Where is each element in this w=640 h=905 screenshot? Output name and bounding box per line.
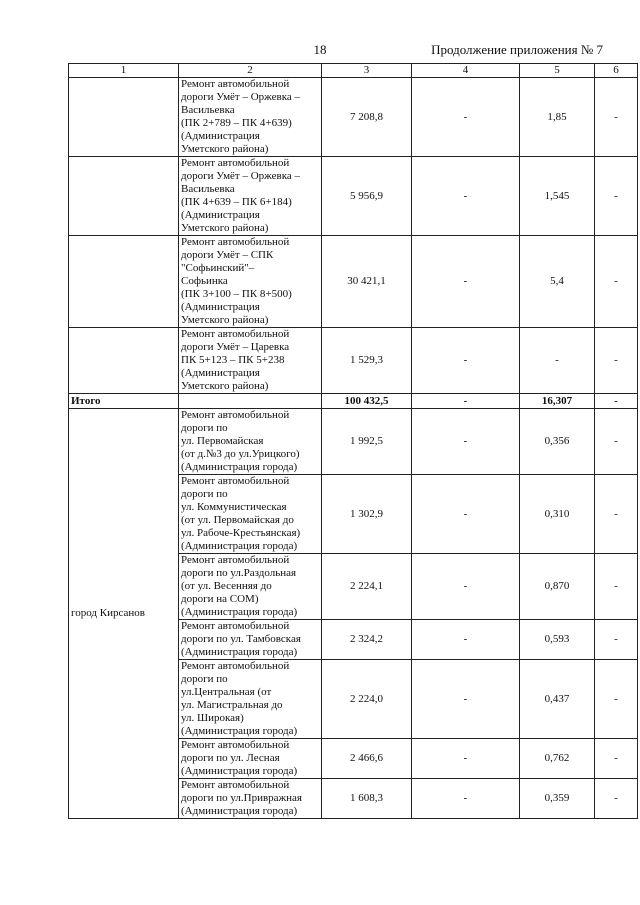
road-description bbox=[179, 328, 322, 394]
length-cell: 0,437 bbox=[520, 660, 595, 739]
road-description-line: Ремонт автомобильной bbox=[181, 554, 290, 566]
road-description-line: Ремонт автомобильной bbox=[181, 620, 290, 632]
cost-cell: 100 432,5 bbox=[322, 394, 412, 409]
cost-cell: 1 302,9 bbox=[322, 475, 412, 554]
road-description-line: (Администрация города) bbox=[181, 805, 298, 817]
road-description bbox=[179, 739, 322, 779]
column-4-cell: - bbox=[412, 779, 520, 819]
cost-cell: 7 208,8 bbox=[322, 78, 412, 157]
length-cell: 16,307 bbox=[520, 394, 595, 409]
road-description-line: дороги по bbox=[181, 422, 228, 434]
road-description-line: дороги по bbox=[181, 488, 228, 500]
road-description bbox=[179, 660, 322, 739]
municipality-cell bbox=[69, 236, 179, 328]
continuation-note: Продолжение приложения № 7 bbox=[431, 42, 603, 57]
road-description-line: Ремонт автомобильной bbox=[181, 157, 290, 169]
column-4-cell: - bbox=[412, 78, 520, 157]
length-cell: 0,356 bbox=[520, 409, 595, 475]
road-description-line: (Администрация города) bbox=[181, 606, 298, 618]
column-number: 1 bbox=[69, 64, 179, 78]
column-4-cell: - bbox=[412, 660, 520, 739]
road-description-line: дороги по bbox=[181, 673, 228, 685]
road-description bbox=[179, 475, 322, 554]
road-description-line: ул. Рабоче-Крестьянская) bbox=[181, 527, 301, 539]
cost-cell: 1 992,5 bbox=[322, 409, 412, 475]
table-row bbox=[69, 328, 638, 394]
road-description-line: Васильевка bbox=[181, 183, 235, 195]
column-6-cell: - bbox=[595, 620, 638, 660]
road-description-line: дороги по ул. Лесная bbox=[181, 752, 280, 764]
road-description bbox=[179, 409, 322, 475]
cost-cell: 2 224,0 bbox=[322, 660, 412, 739]
cost-cell: 1 608,3 bbox=[322, 779, 412, 819]
road-description-line: (Администрация города) bbox=[181, 646, 298, 658]
column-number: 6 bbox=[595, 64, 638, 78]
road-description bbox=[179, 620, 322, 660]
table-row bbox=[69, 78, 638, 157]
road-description-line: дороги по ул. Тамбовская bbox=[181, 633, 301, 645]
roads-table-body bbox=[69, 64, 638, 819]
length-cell: - bbox=[520, 328, 595, 394]
length-cell: 0,310 bbox=[520, 475, 595, 554]
column-6-cell: - bbox=[595, 554, 638, 620]
road-description-line: "Софьинский"– bbox=[181, 262, 255, 274]
table-row bbox=[69, 236, 638, 328]
road-description-line: (ПК 2+789 – ПК 4+639) bbox=[181, 117, 292, 129]
road-description-line: (ПК 4+639 – ПК 6+184) bbox=[181, 196, 292, 208]
column-6-cell: - bbox=[595, 328, 638, 394]
road-description-line: дороги по ул.Раздольная bbox=[181, 567, 297, 579]
road-description bbox=[179, 157, 322, 236]
road-description-line: ПК 5+123 – ПК 5+238 bbox=[181, 354, 285, 366]
column-number: 5 bbox=[520, 64, 595, 78]
road-description-line: (ПК 3+100 – ПК 8+500) bbox=[181, 288, 292, 300]
road-description-line: (от д.№3 до ул.Урицкого) bbox=[181, 448, 300, 460]
column-4-cell: - bbox=[412, 328, 520, 394]
road-description-line: дороги на СОМ) bbox=[181, 593, 259, 605]
road-description-line: дороги Умёт – Оржевка – bbox=[181, 91, 301, 103]
road-description-line: (Администрация города) bbox=[181, 725, 298, 737]
column-4-cell: - bbox=[412, 157, 520, 236]
road-description-line: ул. Широкая) bbox=[181, 712, 244, 724]
municipality-cell bbox=[69, 157, 179, 236]
column-4-cell: - bbox=[412, 236, 520, 328]
total-description-cell bbox=[179, 394, 322, 409]
road-description-line: (от ул. Весенняя до bbox=[181, 580, 272, 592]
road-description-line: (Администрация bbox=[181, 209, 260, 221]
cost-cell: 30 421,1 bbox=[322, 236, 412, 328]
road-description bbox=[179, 236, 322, 328]
total-row bbox=[69, 394, 638, 409]
road-description-line: Ремонт автомобильной bbox=[181, 660, 290, 672]
column-6-cell: - bbox=[595, 409, 638, 475]
road-description-line: Ремонт автомобильной bbox=[181, 409, 290, 421]
road-description-line: Ремонт автомобильной bbox=[181, 475, 290, 487]
column-4-cell: - bbox=[412, 394, 520, 409]
table-row bbox=[69, 409, 638, 475]
cost-cell: 2 324,2 bbox=[322, 620, 412, 660]
road-description-line: (Администрация города) bbox=[181, 461, 298, 473]
municipality-cell: город Кирсанов bbox=[69, 409, 179, 819]
column-number: 4 bbox=[412, 64, 520, 78]
road-description-line: Ремонт автомобильной bbox=[181, 236, 290, 248]
road-description-line: Ремонт автомобильной bbox=[181, 739, 290, 751]
column-number-row bbox=[69, 64, 638, 78]
column-6-cell: - bbox=[595, 78, 638, 157]
road-description-line: Софьинка bbox=[181, 275, 228, 287]
road-description-line: Уметского района) bbox=[181, 380, 269, 392]
page-number: 18 bbox=[313, 42, 327, 57]
road-description-line: ул. Коммунистическая bbox=[181, 501, 287, 513]
column-6-cell: - bbox=[595, 394, 638, 409]
length-cell: 0,359 bbox=[520, 779, 595, 819]
cost-cell: 2 224,1 bbox=[322, 554, 412, 620]
municipality-cell bbox=[69, 78, 179, 157]
road-description-line: Уметского района) bbox=[181, 143, 269, 155]
road-description-line: (Администрация bbox=[181, 130, 260, 142]
column-6-cell: - bbox=[595, 475, 638, 554]
length-cell: 1,545 bbox=[520, 157, 595, 236]
road-description-line: (Администрация города) bbox=[181, 540, 298, 552]
road-description-line: ул. Первомайская bbox=[181, 435, 264, 447]
road-description-line: (Администрация bbox=[181, 367, 260, 379]
length-cell: 5,4 bbox=[520, 236, 595, 328]
column-4-cell: - bbox=[412, 554, 520, 620]
road-description bbox=[179, 78, 322, 157]
length-cell: 0,762 bbox=[520, 739, 595, 779]
table-row bbox=[69, 157, 638, 236]
length-cell: 1,85 bbox=[520, 78, 595, 157]
column-4-cell: - bbox=[412, 409, 520, 475]
municipality-cell bbox=[69, 328, 179, 394]
road-description-line: (Администрация bbox=[181, 301, 260, 313]
road-description-line: Васильевка bbox=[181, 104, 235, 116]
length-cell: 0,870 bbox=[520, 554, 595, 620]
cost-cell: 1 529,3 bbox=[322, 328, 412, 394]
road-description-line: (от ул. Первомайская до bbox=[181, 514, 294, 526]
road-description-line: (Администрация города) bbox=[181, 765, 298, 777]
length-cell: 0,593 bbox=[520, 620, 595, 660]
column-6-cell: - bbox=[595, 157, 638, 236]
road-description-line: Ремонт автомобильной bbox=[181, 328, 290, 340]
road-description-line: Уметского района) bbox=[181, 314, 269, 326]
road-description-line: Ремонт автомобильной bbox=[181, 779, 290, 791]
road-description-line: Уметского района) bbox=[181, 222, 269, 234]
column-4-cell: - bbox=[412, 620, 520, 660]
road-description bbox=[179, 779, 322, 819]
road-description-line: дороги по ул.Привражная bbox=[181, 792, 302, 804]
column-6-cell: - bbox=[595, 660, 638, 739]
column-4-cell: - bbox=[412, 739, 520, 779]
road-description-line: ул. Магистральная до bbox=[181, 699, 283, 711]
road-description-line: дороги Умёт – Царевка bbox=[181, 341, 290, 353]
column-6-cell: - bbox=[595, 779, 638, 819]
cost-cell: 2 466,6 bbox=[322, 739, 412, 779]
road-description-line: ул.Центральная (от bbox=[181, 686, 272, 698]
road-description-line: дороги Умёт – СПК bbox=[181, 249, 274, 261]
column-number: 2 bbox=[179, 64, 322, 78]
column-number: 3 bbox=[322, 64, 412, 78]
total-label: Итого bbox=[69, 394, 179, 409]
road-description-line: дороги Умёт – Оржевка – bbox=[181, 170, 301, 182]
column-6-cell: - bbox=[595, 739, 638, 779]
cost-cell: 5 956,9 bbox=[322, 157, 412, 236]
road-description bbox=[179, 554, 322, 620]
roads-table bbox=[68, 63, 638, 819]
road-description-line: Ремонт автомобильной bbox=[181, 78, 290, 90]
column-6-cell: - bbox=[595, 236, 638, 328]
column-4-cell: - bbox=[412, 475, 520, 554]
